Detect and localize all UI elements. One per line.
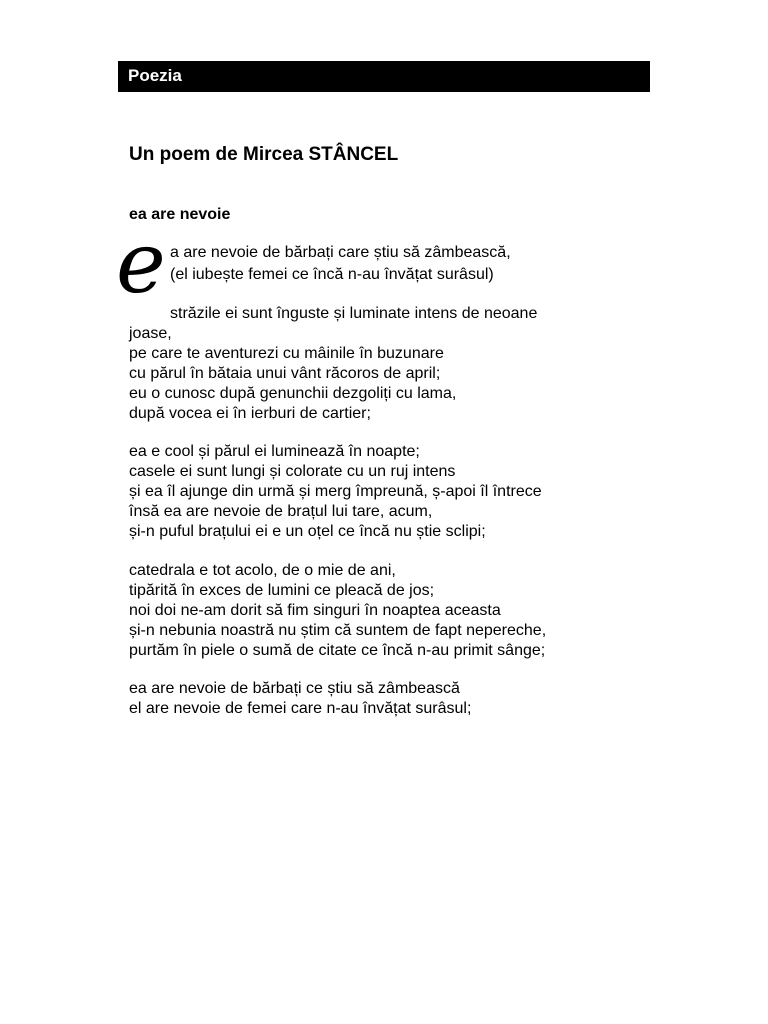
section-label: Poezia <box>128 66 182 85</box>
poem-line: și-n nebunia noastră nu știm că suntem de fapt nepereche, <box>129 622 547 639</box>
poem-line: catedrala e tot acolo, de o mie de ani, <box>129 562 396 579</box>
poem-line: joase, <box>129 325 172 342</box>
poem-line: străzile ei sunt înguste și luminate intens de neoane <box>170 305 538 322</box>
poem-line: tipărită în exces de lumini ce pleacă de jos; <box>129 582 435 599</box>
poem-line: purtăm în piele o sumă de citate ce încă n-au primit sânge; <box>129 642 546 659</box>
poem-line: ea are nevoie de bărbați ce știu să zâmbească <box>129 680 460 697</box>
section-header-bar <box>118 61 650 92</box>
poem-line: a are nevoie de bărbați care știu să zâmbească, <box>170 244 511 261</box>
poem-line: noi doi ne-am dorit să fim singuri în noaptea aceasta <box>129 602 501 619</box>
poem-line: casele ei sunt lungi și colorate cu un ruj intens <box>129 463 456 480</box>
poem-title: ea are nevoie <box>129 206 231 223</box>
poem-line: după vocea ei în ierburi de cartier; <box>129 405 371 422</box>
poem-line: și-n puful brațului ei e un oțel ce încă nu știe sclipi; <box>129 523 486 540</box>
poem-line: cu părul în bătaia unui vânt răcoros de april; <box>129 365 441 382</box>
page-title: Un poem de Mircea STÂNCEL <box>129 144 399 165</box>
poem-line: și ea îl ajunge din urmă și merg împreună, ș-apoi îl întrece <box>129 483 542 500</box>
poem-line: pe care te aventurezi cu mâinile în buzunare <box>129 345 444 362</box>
poem-line: ea e cool și părul ei luminează în noapte; <box>129 443 420 460</box>
poem-line: eu o cunosc după genunchii dezgoliți cu lama, <box>129 385 457 402</box>
poem-line: (el iubește femei ce încă n-au învățat surâsul) <box>170 266 494 283</box>
drop-cap: e <box>116 214 166 312</box>
poem-line: el are nevoie de femei care n-au învățat surâsul; <box>129 700 472 717</box>
poem-line: însă ea are nevoie de brațul lui tare, acum, <box>129 503 433 520</box>
